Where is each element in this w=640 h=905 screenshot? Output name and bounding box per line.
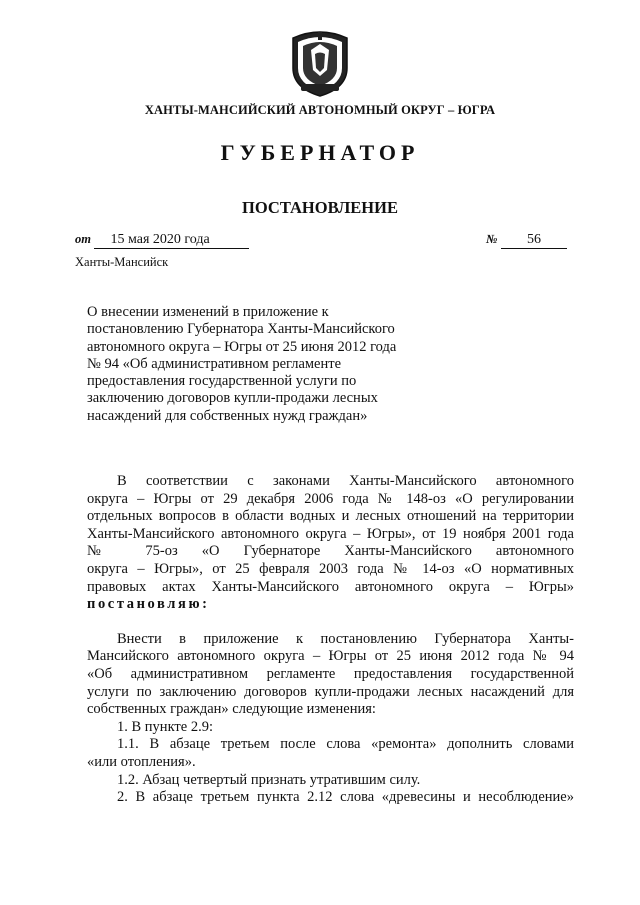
document-date: 15 мая 2020 года: [94, 232, 249, 249]
main-line: услуги по заключению договоров купли-продажи лесных насаждений для: [87, 683, 574, 700]
preamble-line: правовых актах Ханты-Мансийского автономного округа – Югры»: [87, 578, 574, 595]
date-line: [75, 232, 249, 249]
preamble-line: отдельных вопросов в области водных и лесных отношений на территории: [87, 508, 574, 525]
document-subject: О внесении изменений в приложение к постановлению Губернатора Ханты-Мансийского автономного округа – Югры от 25 июня 2012 года № 94 «Об административном регламенте предоставления государственной услуги по заключению договоров купли-продажи лесных насаждений для собственных нужд граждан»: [87, 304, 397, 424]
item-line: 1.1. В абзаце третьем после слова «ремонта» дополнить словами: [117, 736, 574, 753]
preamble-line: округа – Югры», от 25 февраля 2003 года № 14-оз «О нормативных: [87, 560, 574, 577]
preamble-line: № 75-оз «О Губернаторе Ханты-Мансийского автономного: [87, 543, 574, 560]
number-line: [486, 232, 567, 249]
main-line: Внести в приложение к постановлению Губернатора Ханты-: [117, 630, 574, 647]
document-type: ПОСТАНОВЛЕНИЕ: [242, 198, 398, 217]
preamble-line: Ханты-Мансийского автономного округа – Югры», от 19 ноября 2001 года: [87, 525, 574, 542]
resolve-word: постановляю:: [87, 596, 210, 613]
date-prefix: от: [75, 232, 91, 246]
preamble-line: В соответствии с законами Ханты-Мансийского автономного: [117, 473, 574, 489]
item-line: 1. В пункте 2.9:: [117, 718, 213, 735]
main-line: Мансийского автономного округа – Югры от 25 июня 2012 года № 94: [87, 648, 574, 665]
document-body: [87, 473, 574, 807]
document-number: 56: [501, 232, 567, 249]
city-name: Ханты-Мансийск: [75, 255, 169, 269]
page-title: ГУБЕРНАТОР: [220, 140, 420, 165]
preamble-line: округа – Югры от 29 декабря 2006 года № 148-оз «О регулировании: [87, 490, 574, 507]
item-line: «или отопления».: [87, 753, 196, 770]
region-name: ХАНТЫ-МАНСИЙСКИЙ АВТОНОМНЫЙ ОКРУГ – ЮГРА: [144, 103, 496, 117]
main-line: собственных граждан» следующие изменения:: [87, 701, 376, 718]
item-line: 2. В абзаце третьем пункта 2.12 слова «древесины и несоблюдение»: [117, 789, 574, 806]
item-line: 1.2. Абзац четвертый признать утратившим силу.: [117, 771, 421, 788]
coat-of-arms-icon: [287, 24, 353, 98]
main-line: «Об административном регламенте предоставления государственной: [87, 665, 574, 682]
number-prefix: №: [486, 232, 498, 246]
